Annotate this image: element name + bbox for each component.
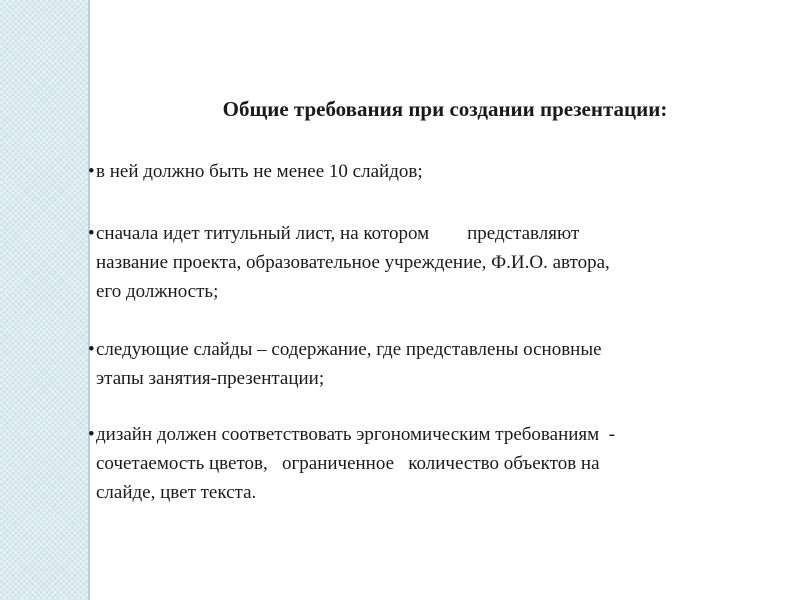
- bullet-icon: •: [88, 223, 95, 244]
- list-item-line: в ней должно быть не менее 10 слайдов;: [96, 161, 423, 182]
- list-item: [88, 219, 610, 306]
- bullet-icon: •: [88, 161, 95, 182]
- list-item: [88, 420, 616, 507]
- list-item: [88, 335, 602, 393]
- list-item-line: сначала идет титульный лист, на котором представляют: [96, 223, 580, 244]
- side-band-edge: [88, 0, 90, 600]
- list-item-line: следующие слайды – содержание, где представлены основные: [96, 339, 602, 360]
- list-item-line: этапы занятия-презентации;: [96, 368, 325, 389]
- list-item-line: его должность;: [96, 281, 219, 302]
- list-item-line: дизайн должен соответствовать эргономическим требованиям -: [96, 424, 616, 445]
- bullet-icon: •: [88, 424, 95, 445]
- slide-title: Общие требования при создании презентации:: [222, 97, 668, 121]
- decorative-side-band: [0, 0, 88, 600]
- list-item: [88, 157, 423, 186]
- list-item-line: название проекта, образовательное учреждение, Ф.И.О. автора,: [96, 252, 610, 273]
- bullet-icon: •: [88, 339, 95, 360]
- list-item-line: слайде, цвет текста.: [96, 482, 257, 503]
- list-item-line: сочетаемость цветов, ограниченное количество объектов на: [96, 453, 600, 474]
